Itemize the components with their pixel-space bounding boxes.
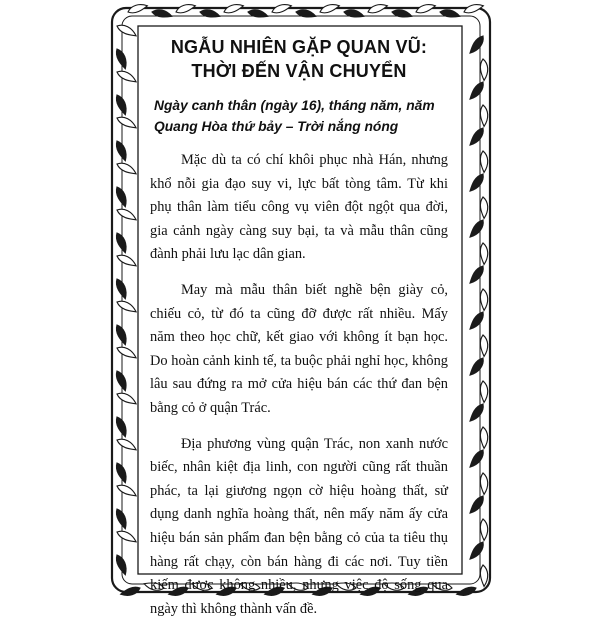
- body-paragraph-2: May mà mẫu thân biết nghề bện giày cỏ, chiếu cỏ, từ đó ta cũng đỡ được rất nhiều. Mấy năm theo học chữ, kết giao với không ít bạn học. Do hoàn cảnh kinh tế, ta buộc phải nghỉ học, không lâu sau đứng ra mở cửa hiệu bán các thứ đan bện bằng cỏ ở quận Trác.: [150, 281, 448, 416]
- border-leaf-icon: [116, 554, 128, 576]
- border-leaf-icon: [116, 527, 137, 547]
- border-leaf-icon: [116, 481, 137, 501]
- chapter-subtitle-line-2: Quang Hòa thứ bảy – Trời nắng nóng: [154, 119, 399, 134]
- border-leaf-icon: [116, 278, 128, 300]
- border-leaf-icon: [116, 48, 128, 70]
- border-leaf-icon: [116, 94, 128, 116]
- body-paragraph-3: Địa phương vùng quận Trác, non xanh nước biếc, nhân kiệt địa linh, con người cũng rất thuần phác, ta lại giương ngọn cờ hiệu hoàng thất, sử dụng danh nghĩa hoàng thất, nên mấy năm ấy cửa hiệu bán sản phẩm đan bện bằng cỏ của ta tiêu thụ hàng rất chạy, còn bán hàng đi các nơi. Tuy tiền kiếm được không nhiều, nhưng việc độ sống qua ngày thì không thành vấn đề.: [150, 435, 448, 617]
- border-leaf-icon: [466, 311, 487, 331]
- border-leaf-icon: [116, 21, 137, 41]
- border-leaf-icon: [466, 265, 487, 285]
- border-leaf-icon: [116, 297, 137, 317]
- border-leaf-icon: [116, 435, 137, 455]
- border-leaf-icon: [116, 251, 137, 271]
- border-leaf-icon: [466, 357, 487, 377]
- border-leaf-icon: [466, 495, 487, 515]
- border-leaf-icon: [116, 67, 137, 87]
- border-leaf-icon: [116, 232, 128, 254]
- body-paragraph-1: Mặc dù ta có chí khôi phục nhà Hán, nhưng khổ nỗi gia đạo suy vi, lực bất tòng tâm. Từ khi phụ thân làm tiểu công vụ viên đột ngột qua đời, gia cảnh ngày càng suy bại, ta và mẫu thân cũng đành phải lưu lạc dân gian.: [150, 152, 448, 263]
- chapter-title-line-2: THỜI ĐẾN VẬN CHUYỂN: [191, 61, 407, 81]
- border-leaf-icon: [116, 389, 137, 409]
- border-leaf-icon: [116, 370, 128, 392]
- border-leaf-icon: [116, 508, 128, 530]
- border-leaf-icon: [116, 416, 128, 438]
- chapter-subtitle-line-1: Ngày canh thân (ngày 16), tháng năm, năm: [154, 98, 435, 113]
- border-leaf-icon: [116, 186, 128, 208]
- border-leaf-icon: [466, 173, 487, 193]
- border-leaf-icon: [116, 462, 128, 484]
- border-leaf-icon: [116, 113, 137, 133]
- border-leaf-icon: [466, 219, 487, 239]
- border-leaf-icon: [466, 81, 487, 101]
- border-leaf-icon: [116, 324, 128, 346]
- border-leaf-icon: [466, 35, 487, 55]
- page-content: [150, 30, 448, 617]
- chapter-title-line-1: NGẪU NHIÊN GẶP QUAN VŨ:: [170, 37, 428, 57]
- border-leaf-icon: [466, 541, 487, 561]
- border-leaf-icon: [116, 159, 137, 179]
- border-leaf-icon: [466, 449, 487, 469]
- border-leaf-icon: [466, 403, 487, 423]
- border-leaf-icon: [116, 140, 128, 162]
- border-leaf-icon: [116, 343, 137, 363]
- border-leaf-icon: [466, 127, 487, 147]
- border-leaf-icon: [116, 205, 137, 225]
